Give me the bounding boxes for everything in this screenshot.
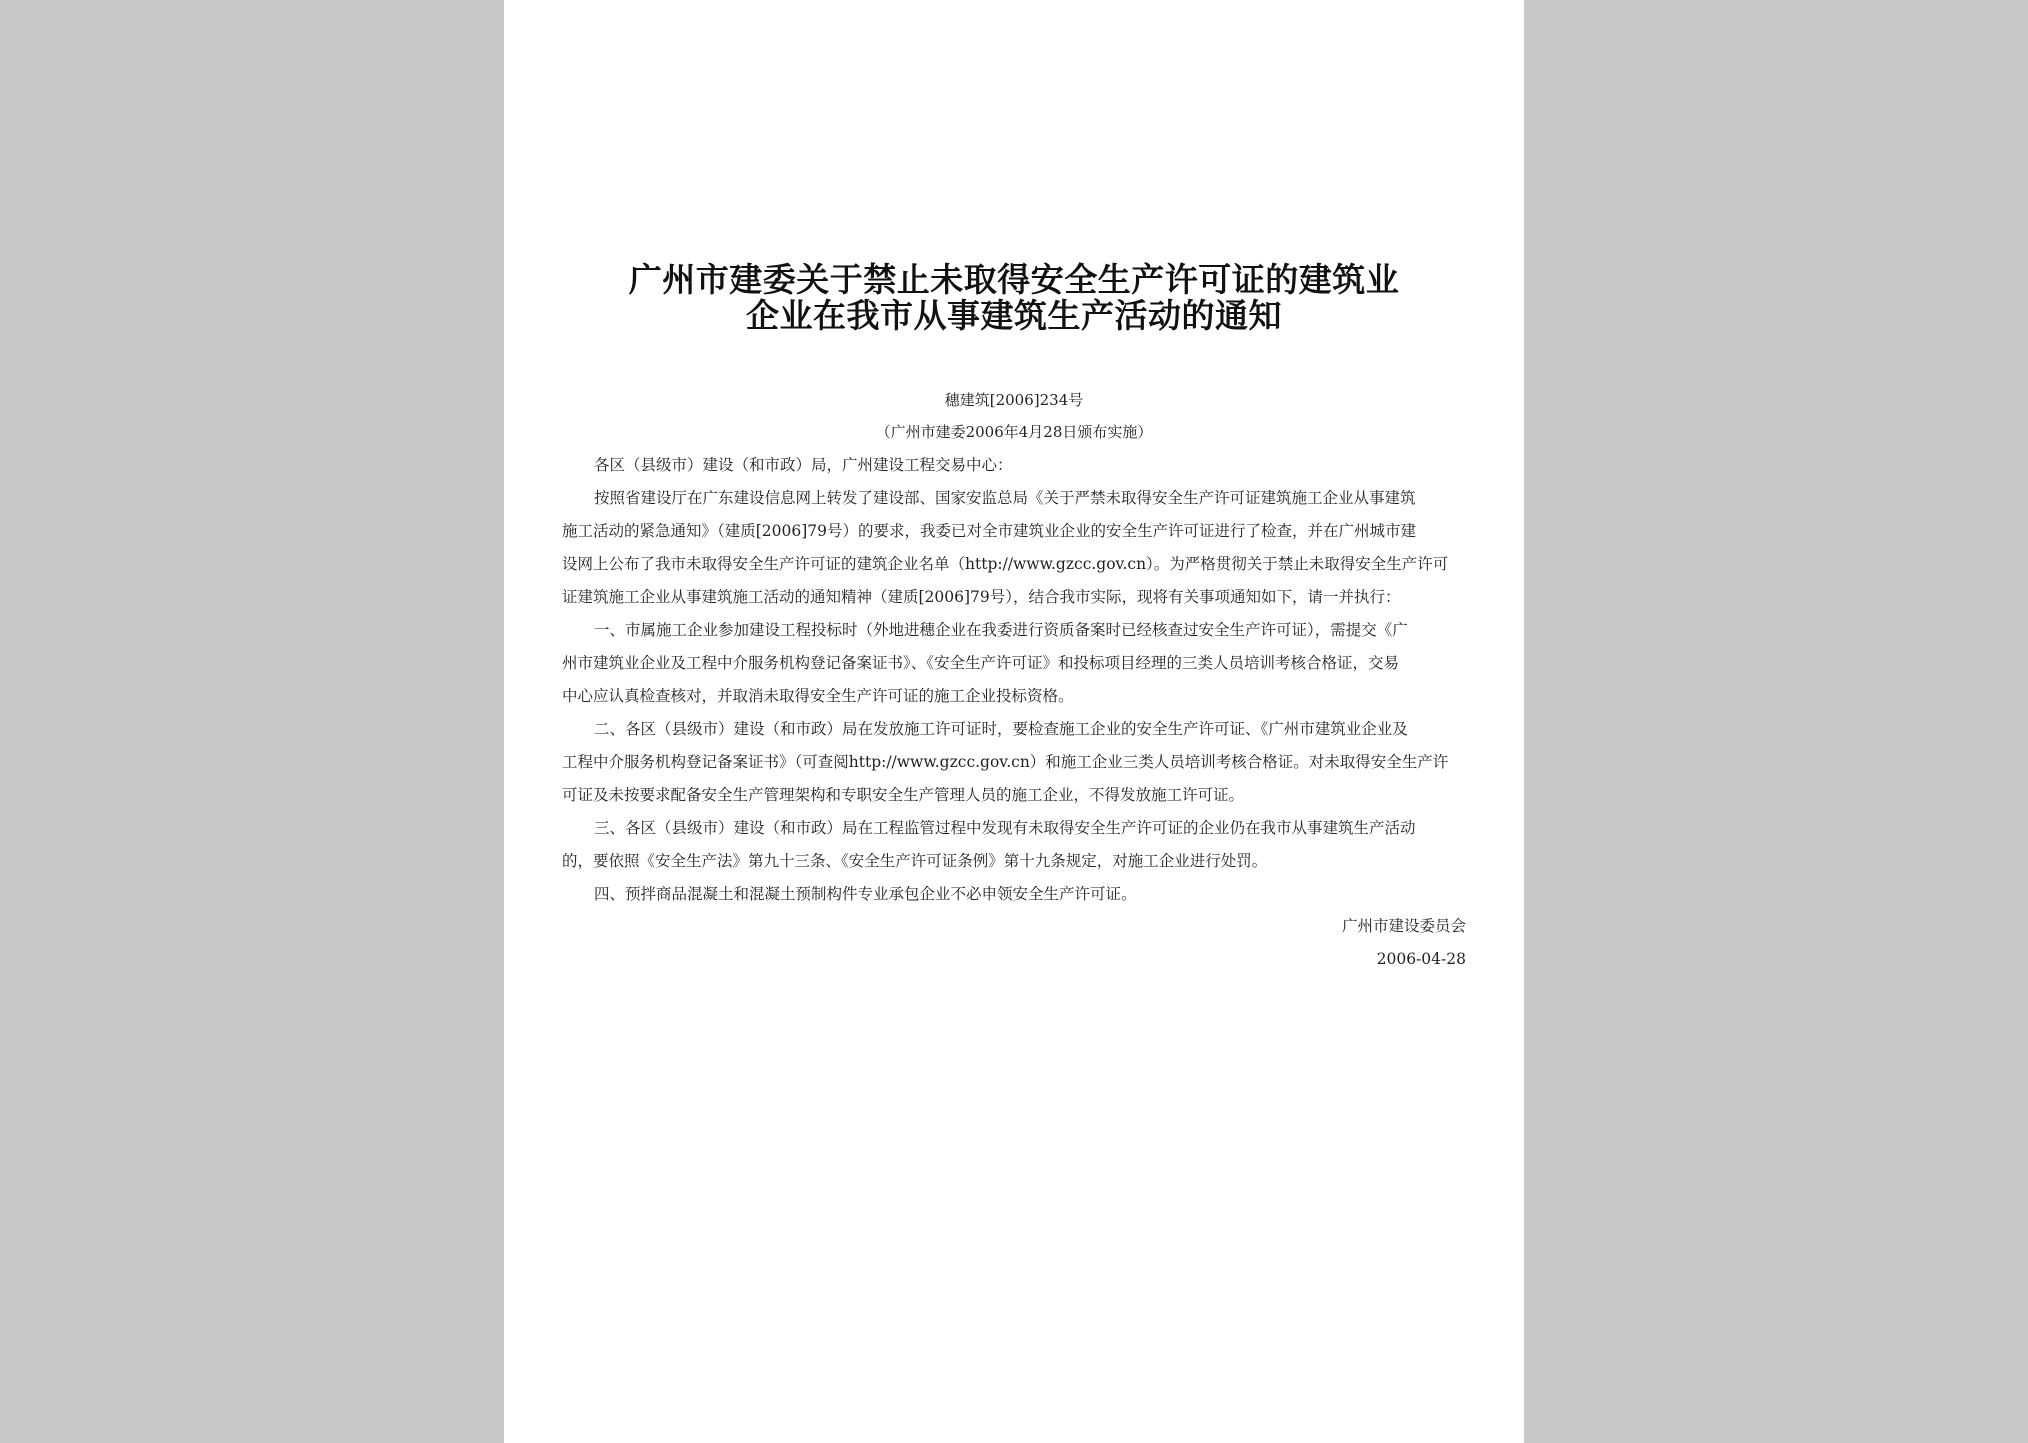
body-line: 的，要依照《安全生产法》第九十三条、《安全生产许可证条例》第十九条规定，对施工企业进行处罚。 xyxy=(562,852,1268,870)
body-line: 设网上公布了我市未取得安全生产许可证的建筑企业名单（http://www.gzcc.gov.cn）。为严格贯彻关于禁止未取得安全生产许可 xyxy=(562,555,1449,573)
body-line: 施工活动的紧急通知》（建质[2006]79号）的要求，我委已对全市建筑业企业的安全生产许可证进行了检查，并在广州城市建 xyxy=(562,522,1417,540)
body-line: 按照省建设厅在广东建设信息网上转发了建设部、国家安监总局《关于严禁未取得安全生产许可证建筑施工企业从事建筑 xyxy=(594,489,1416,507)
body-line: 州市建筑业企业及工程中介服务机构登记备案证书》、《安全生产许可证》和投标项目经理的三类人员培训考核合格证，交易 xyxy=(562,654,1400,672)
issued-note: （广州市建委2006年4月28日颁布实施） xyxy=(875,423,1153,441)
body-line: 可证及未按要求配备安全生产管理架构和专职安全生产管理人员的施工企业，不得发放施工许可证。 xyxy=(562,786,1245,804)
document-body xyxy=(562,449,1470,911)
document-title-line-1: 广州市建委关于禁止未取得安全生产许可证的建筑业 xyxy=(628,260,1400,299)
body-line: 各区（县级市）建设（和市政）局，广州建设工程交易中心： xyxy=(594,456,1013,474)
body-line: 四、预拌商品混凝土和混凝土预制构件专业承包企业不必申领安全生产许可证。 xyxy=(594,885,1137,903)
body-line: 一、市属施工企业参加建设工程投标时（外地进穗企业在我委进行资质备案时已经核查过安全生产许可证），需提交《广 xyxy=(594,621,1408,639)
body-line: 工程中介服务机构登记备案证书》（可查阅http://www.gzcc.gov.cn）和施工企业三类人员培训考核合格证。对未取得安全生产许 xyxy=(562,753,1449,771)
document-title-line-2: 企业在我市从事建筑生产活动的通知 xyxy=(746,296,1282,335)
body-line: 中心应认真检查核对，并取消未取得安全生产许可证的施工企业投标资格。 xyxy=(562,687,1074,705)
document-number: 穗建筑[2006]234号 xyxy=(944,391,1084,409)
body-line: 证建筑施工企业从事建筑施工活动的通知精神（建质[2006]79号），结合我市实际，现将有关事项通知如下，请一并执行： xyxy=(562,588,1401,606)
signature-organization: 广州市建设委员会 xyxy=(1341,917,1466,935)
body-line: 三、各区（县级市）建设（和市政）局在工程监管过程中发现有未取得安全生产许可证的企业仍在我市从事建筑生产活动 xyxy=(594,819,1416,837)
document-page xyxy=(504,0,1524,1443)
signature-date: 2006-04-28 xyxy=(1376,950,1466,968)
body-line: 二、各区（县级市）建设（和市政）局在发放施工许可证时，要检查施工企业的安全生产许可证、《广州市建筑业企业及 xyxy=(594,720,1408,738)
